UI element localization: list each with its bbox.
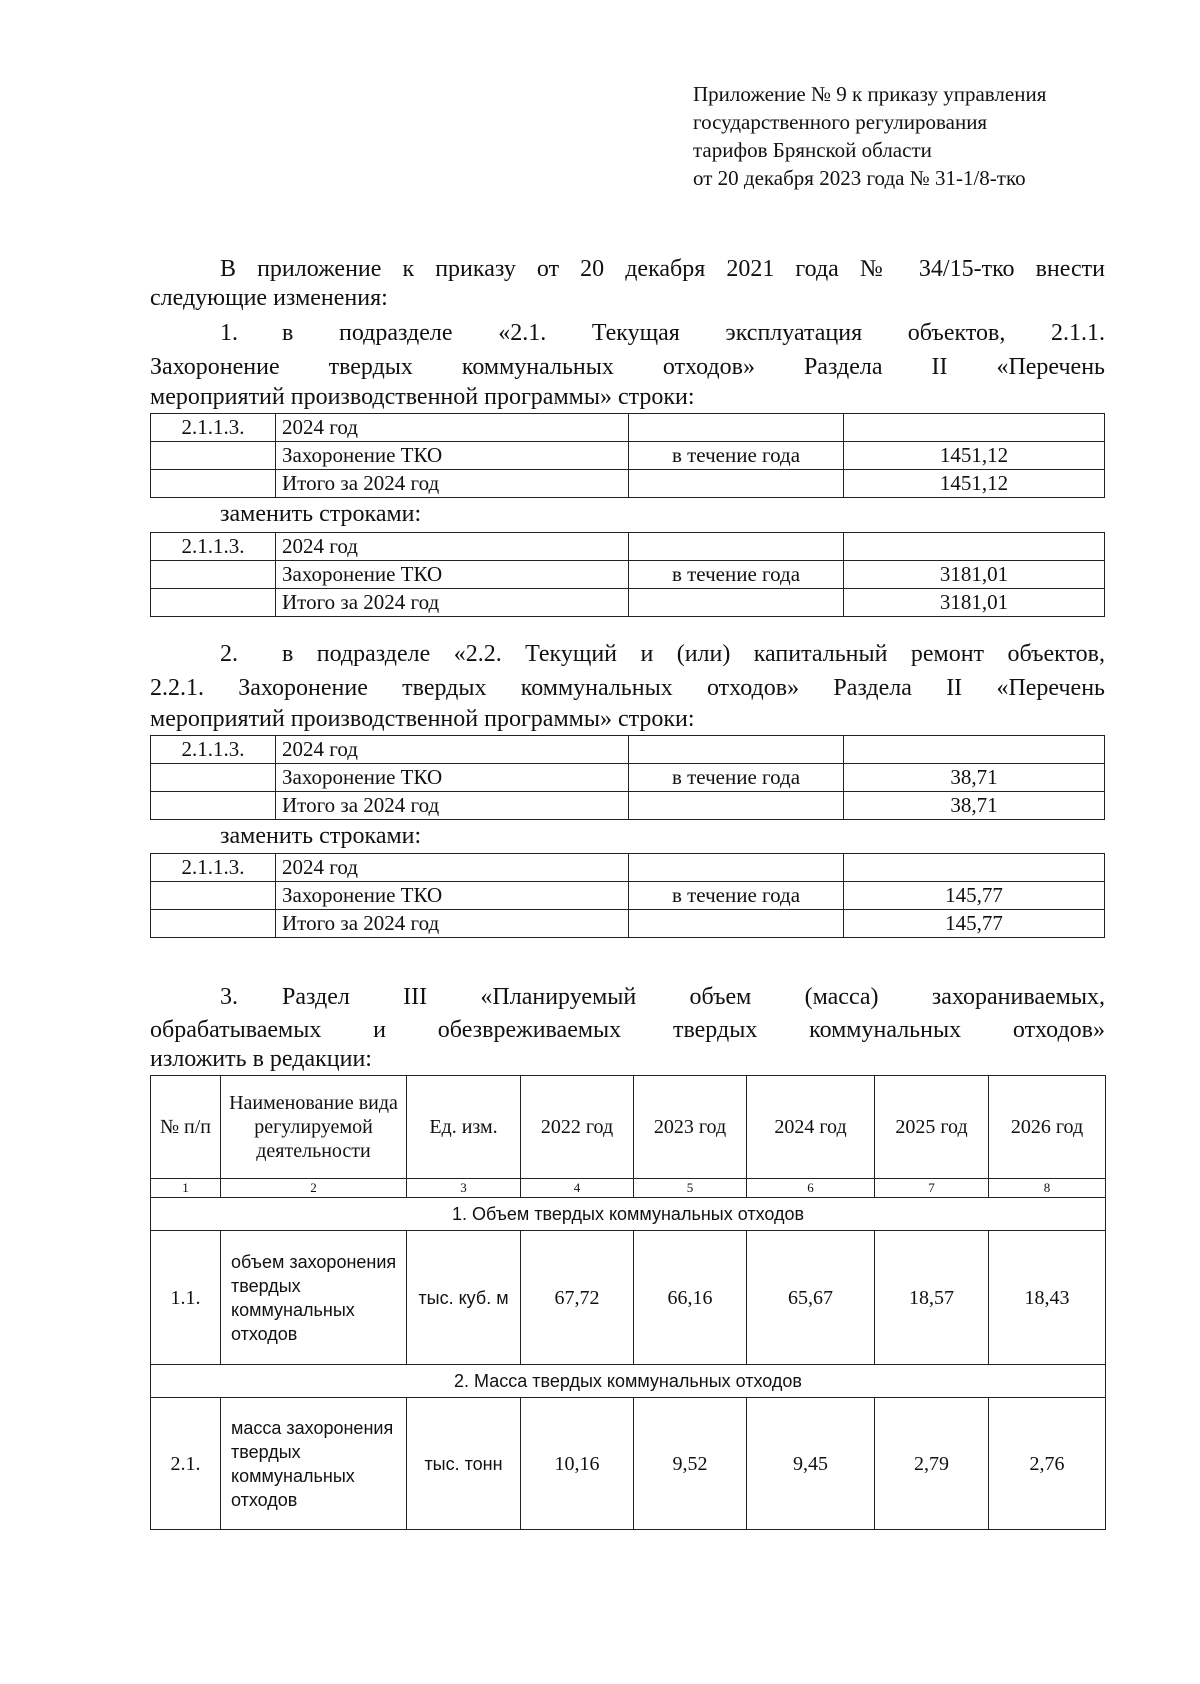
column-number: 1 [151, 1179, 221, 1198]
code-cell: 2.1.1.3. [151, 414, 276, 442]
total-cell: Итого за 2024 год [276, 792, 629, 820]
row-num: 2.1. [151, 1398, 221, 1530]
table-row [151, 470, 1105, 498]
header-row [151, 1076, 1106, 1179]
total-cell: Итого за 2024 год [276, 470, 629, 498]
column-number: 6 [747, 1179, 875, 1198]
code-cell: 2.1.1.3. [151, 533, 276, 561]
table-row [151, 854, 1105, 882]
col-header-2026: 2026 год [989, 1076, 1106, 1179]
attachment-header [693, 80, 1163, 192]
table-row [151, 414, 1105, 442]
code-cell: 2.1.1.3. [151, 854, 276, 882]
section-row [151, 1365, 1106, 1398]
column-number: 8 [989, 1179, 1106, 1198]
value-2023: 66,16 [634, 1231, 747, 1365]
row-num: 1.1. [151, 1231, 221, 1365]
table-row [151, 589, 1105, 617]
section-title: 2. Масса твердых коммунальных отходов [151, 1365, 1106, 1398]
table-row [151, 533, 1105, 561]
value-cell: 1451,12 [844, 442, 1105, 470]
header-line: Приложение № 9 к приказу управления [693, 82, 1047, 106]
value-2026: 2,76 [989, 1398, 1106, 1530]
replace-label: заменить строками: [220, 501, 422, 527]
row-unit: тыс. тонн [407, 1398, 521, 1530]
period-cell: в течение года [629, 442, 844, 470]
item2-line-2: 2.2.1. Захоронение твердых коммунальных отходов» Раздела II «Перечень [150, 675, 1105, 701]
column-number: 3 [407, 1179, 521, 1198]
total-cell: Итого за 2024 год [276, 589, 629, 617]
item3-line-1: 3. Раздел III «Планируемый объем (масса) захораниваемых, [220, 984, 1105, 1010]
col-header-2024: 2024 год [747, 1076, 875, 1179]
total-value-cell: 3181,01 [844, 589, 1105, 617]
row-name: масса захоронения твердых коммунальных отходов [221, 1398, 407, 1530]
header-line: тарифов Брянской области [693, 138, 932, 162]
table-new-rows-1 [150, 532, 1105, 617]
column-number: 5 [634, 1179, 747, 1198]
column-number: 2 [221, 1179, 407, 1198]
replace-label: заменить строками: [220, 823, 422, 849]
table-row [151, 910, 1105, 938]
value-cell: 3181,01 [844, 561, 1105, 589]
total-cell: Итого за 2024 год [276, 910, 629, 938]
header-line: государственного регулирования [693, 110, 988, 134]
period-cell: в течение года [629, 764, 844, 792]
burial-cell: Захоронение ТКО [276, 882, 629, 910]
section-row [151, 1198, 1106, 1231]
period-cell: в течение года [629, 561, 844, 589]
column-number: 7 [875, 1179, 989, 1198]
burial-cell: Захоронение ТКО [276, 764, 629, 792]
year-cell: 2024 год [276, 533, 629, 561]
intro-line-2: следующие изменения: [150, 285, 388, 311]
value-2024: 65,67 [747, 1231, 875, 1365]
burial-cell: Захоронение ТКО [276, 561, 629, 589]
col-header-unit: Ед. изм. [407, 1076, 521, 1179]
col-header-2022: 2022 год [521, 1076, 634, 1179]
intro-line-1: В приложение к приказу от 20 декабря 2021 года № 34/15-тко внести [220, 256, 1105, 282]
table-row [151, 442, 1105, 470]
item2-line-3: мероприятий производственной программы» строки: [150, 706, 695, 732]
column-number-row [151, 1179, 1106, 1198]
value-2024: 9,45 [747, 1398, 875, 1530]
item1-line-3: мероприятий производственной программы» строки: [150, 384, 695, 410]
code-cell: 2.1.1.3. [151, 736, 276, 764]
header-line: от 20 декабря 2023 года № 31-1/8-тко [693, 166, 1026, 190]
row-name: объем захоронения твердых коммунальных отходов [221, 1231, 407, 1365]
row-unit: тыс. куб. м [407, 1231, 521, 1365]
year-cell: 2024 год [276, 414, 629, 442]
burial-cell: Захоронение ТКО [276, 442, 629, 470]
table-row [151, 561, 1105, 589]
value-2022: 10,16 [521, 1398, 634, 1530]
value-2025: 18,57 [875, 1231, 989, 1365]
col-header-name: Наименование вида регулируемой деятельности [221, 1076, 407, 1179]
col-header-2025: 2025 год [875, 1076, 989, 1179]
year-cell: 2024 год [276, 736, 629, 764]
total-value-cell: 1451,12 [844, 470, 1105, 498]
period-cell: в течение года [629, 882, 844, 910]
item3-line-2: обрабатываемых и обезвреживаемых твердых коммунальных отходов» [150, 1017, 1105, 1043]
value-cell: 145,77 [844, 882, 1105, 910]
volume-table [150, 1075, 1106, 1530]
table-row [151, 1398, 1106, 1530]
year-cell: 2024 год [276, 854, 629, 882]
total-value-cell: 145,77 [844, 910, 1105, 938]
table-old-rows-2 [150, 735, 1105, 820]
table-row [151, 764, 1105, 792]
item1-line-2: Захоронение твердых коммунальных отходов» Раздела II «Перечень [150, 354, 1105, 380]
item2-line-1: 2. в подразделе «2.2. Текущий и (или) капитальный ремонт объектов, [220, 641, 1105, 667]
item1-line-1: 1. в подразделе «2.1. Текущая эксплуатация объектов, 2.1.1. [220, 320, 1105, 346]
table-row [151, 736, 1105, 764]
table-old-rows-1 [150, 413, 1105, 498]
table-row [151, 1231, 1106, 1365]
value-cell: 38,71 [844, 764, 1105, 792]
value-2022: 67,72 [521, 1231, 634, 1365]
value-2025: 2,79 [875, 1398, 989, 1530]
section-title: 1. Объем твердых коммунальных отходов [151, 1198, 1106, 1231]
column-number: 4 [521, 1179, 634, 1198]
value-2023: 9,52 [634, 1398, 747, 1530]
table-new-rows-2 [150, 853, 1105, 938]
value-2026: 18,43 [989, 1231, 1106, 1365]
table-row [151, 882, 1105, 910]
table-row [151, 792, 1105, 820]
total-value-cell: 38,71 [844, 792, 1105, 820]
col-header-2023: 2023 год [634, 1076, 747, 1179]
item3-line-3: изложить в редакции: [150, 1046, 372, 1072]
col-header-num: № п/п [151, 1076, 221, 1179]
